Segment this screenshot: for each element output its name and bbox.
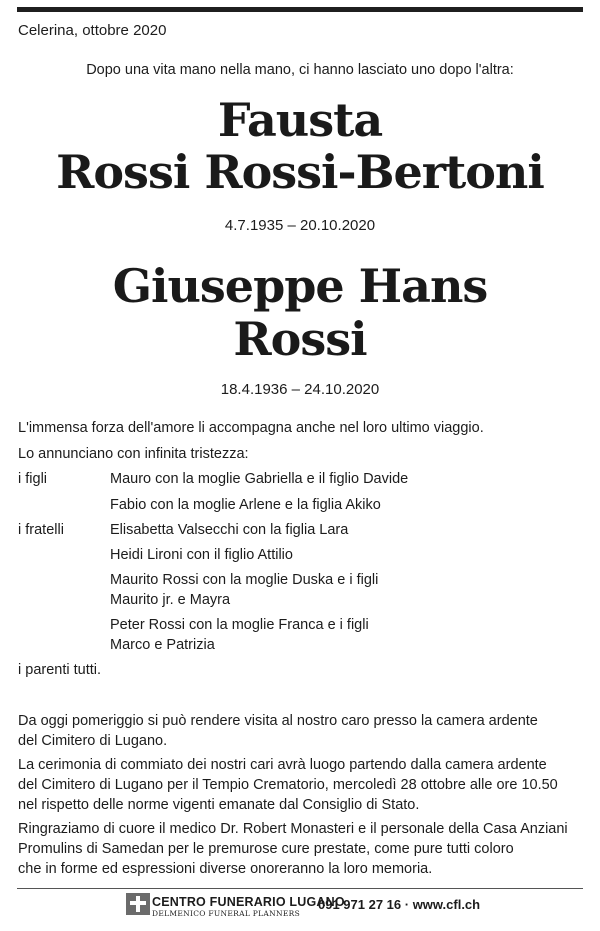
person-2-dates: 18.4.1936 – 24.10.2020 xyxy=(220,381,380,398)
role-label-figli: i figli xyxy=(18,471,48,487)
top-rule xyxy=(17,7,583,12)
list-item: Mauro con la moglie Gabriella e il figlio Davide xyxy=(110,471,409,487)
list-item: Heidi Lironi con il figlio Attilio xyxy=(110,547,293,563)
visit-line-1: Da oggi pomeriggio si può rendere visita al nostro caro presso la camera ardente xyxy=(18,713,538,729)
intro-text: Dopo una vita mano nella mano, ci hanno lasciato uno dopo l'altra: xyxy=(86,62,514,78)
contact-info: 091 971 27 16 · www.cfl.ch xyxy=(318,897,481,912)
list-item: Peter Rossi con la moglie Franca e i figli xyxy=(110,617,369,633)
thanks-line-1: Ringraziamo di cuore il medico Dr. Robert Monasteri e il personale della Casa Anziani xyxy=(18,821,568,837)
list-item: Fabio con la moglie Arlene e la figlia Akiko xyxy=(110,497,381,513)
footer xyxy=(0,893,600,919)
person-2-name-line1: Giuseppe Hans xyxy=(112,259,488,313)
parenti-line: i parenti tutti. xyxy=(18,662,102,678)
bottom-rule xyxy=(17,888,583,889)
person-1-name-line2: Rossi Rossi-Bertoni xyxy=(56,145,544,199)
company-subtitle: DELMENICO FUNERAL PLANNERS xyxy=(152,909,301,918)
body-line-2: Lo annunciano con infinita tristezza: xyxy=(18,446,249,462)
person-1-name-line1: Fausta xyxy=(217,93,383,147)
list-item: Maurito Rossi con la moglie Duska e i figli xyxy=(110,572,379,588)
role-label-fratelli: i fratelli xyxy=(18,522,64,538)
ceremony-line-2: del Cimitero di Lugano per il Tempio Crematorio, mercoledì 28 ottobre alle ore 10.50 xyxy=(18,777,558,793)
person-1-dates: 4.7.1935 – 20.10.2020 xyxy=(224,217,376,234)
ceremony-line-1: La cerimonia di commiato dei nostri cari avrà luogo partendo dalla camera ardente xyxy=(18,757,547,773)
thanks-line-3: che in forme ed espressioni diverse onoreranno la loro memoria. xyxy=(18,861,433,877)
place-date: Celerina, ottobre 2020 xyxy=(18,22,167,39)
list-item-continuation: Marco e Patrizia xyxy=(110,637,215,653)
ceremony-line-3: nel rispetto delle norme vigenti emanate dal Consiglio di Stato. xyxy=(18,797,420,813)
company-name: CENTRO FUNERARIO LUGANO xyxy=(152,895,345,909)
list-item-continuation: Maurito jr. e Mayra xyxy=(110,592,231,608)
person-2-name-line2: Rossi xyxy=(233,312,367,366)
body-line-1: L'immensa forza dell'amore li accompagna anche nel loro ultimo viaggio. xyxy=(18,420,484,436)
visit-line-2: del Cimitero di Lugano. xyxy=(18,733,168,749)
thanks-line-2: Promulins di Samedan per le premurose cure prestate, come pure tutti coloro xyxy=(18,841,514,857)
cross-logo-icon xyxy=(126,893,150,915)
list-item: Elisabetta Valsecchi con la figlia Lara xyxy=(110,522,349,538)
